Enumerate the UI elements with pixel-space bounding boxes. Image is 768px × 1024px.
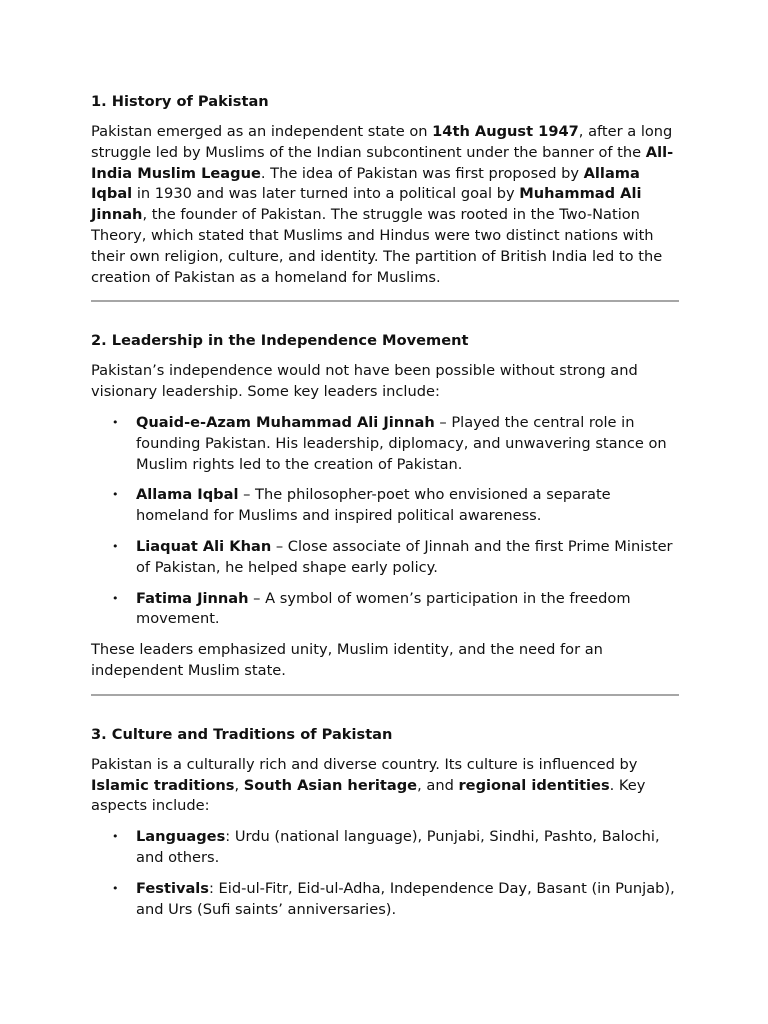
text-run: Pakistan is a culturally rich and diverse country. Its culture is influenced by: [91, 755, 638, 773]
list-item: [91, 413, 679, 475]
culture-list: [91, 827, 679, 920]
text-run: , and: [417, 776, 459, 794]
section-divider: [91, 300, 679, 302]
list-item: [91, 537, 679, 579]
bold-text: All-India Muslim League: [91, 143, 674, 182]
paragraph-culture: [91, 755, 679, 817]
list-item: [91, 879, 679, 921]
bullet-icon: •: [112, 415, 119, 429]
text-run: – The philosopher-poet who envisioned a separate homeland for Muslims and inspired political awareness.: [136, 486, 611, 525]
bold-text: Quaid-e-Azam Muhammad Ali Jinnah: [136, 413, 435, 431]
text-run: – A symbol of women’s participation in the freedom movement.: [136, 589, 631, 628]
bold-text: 14th August 1947: [432, 123, 579, 140]
paragraph-history: [91, 122, 679, 288]
paragraph-outro: These leaders emphasized unity, Muslim identity, and the need for an independent Muslim state.: [91, 641, 603, 679]
document-page: [91, 91, 679, 930]
section-leadership: [91, 330, 679, 681]
list-item: [91, 589, 679, 631]
bullet-icon: •: [112, 488, 119, 502]
text-run: , after a long struggle led by Muslims of the Indian subcontinent under the banner of the: [91, 123, 673, 161]
text-run: – Played the central role in founding Pakistan. His leadership, diplomacy, and unwavering stance on Muslim rights led to the creation of Pakistan.: [136, 413, 667, 473]
list-item: [91, 485, 679, 527]
bold-text: Festivals: [136, 879, 209, 897]
bold-text: Allama Iqbal: [91, 164, 640, 203]
text-run: ,: [234, 776, 244, 794]
bold-text: Liaquat Ali Khan: [136, 537, 272, 555]
section-divider: [91, 694, 679, 696]
bold-text: Muhammad Ali Jinnah: [91, 185, 642, 224]
bullet-icon: •: [112, 830, 119, 844]
text-run: in 1930 and was later turned into a political goal by: [132, 185, 520, 203]
section-heading: 2. Leadership in the Independence Movement: [91, 332, 469, 350]
bold-text: Allama Iqbal: [136, 486, 239, 504]
text-run: , the founder of Pakistan. The struggle was rooted in the Two-Nation Theory, which stated that Muslims and Hindus were two distinct nations with their own religion, culture, and identity. The partition of British India led to the creation of Pakistan as a homeland for Muslims.: [91, 206, 663, 286]
paragraph-intro: Pakistan’s independence would not have been possible without strong and visionary leadership. Some key leaders include:: [91, 362, 638, 401]
section-heading: 3. Culture and Traditions of Pakistan: [91, 725, 393, 743]
bold-text: Islamic traditions: [91, 776, 235, 794]
bold-text: South Asian heritage: [243, 776, 418, 794]
text-run: : Urdu (national language), Punjabi, Sindhi, Pashto, Balochi, and others.: [136, 828, 660, 866]
text-run: Pakistan emerged as an independent state on: [91, 123, 433, 140]
section-history: [91, 91, 679, 288]
text-run: . Key aspects include:: [91, 776, 646, 815]
text-run: . The idea of Pakistan was first proposed by: [260, 164, 584, 182]
bold-text: regional identities: [458, 776, 610, 794]
section-culture: [91, 724, 679, 921]
section-heading: 1. History of Pakistan: [91, 93, 269, 110]
text-run: – Close associate of Jinnah and the first Prime Minister of Pakistan, he helped shape early policy.: [136, 537, 673, 576]
bullet-icon: •: [112, 539, 119, 553]
text-run: : Eid-ul-Fitr, Eid-ul-Adha, Independence Day, Basant (in Punjab), and Urs (Sufi saints’ anniversaries).: [136, 879, 675, 918]
bullet-icon: •: [112, 881, 119, 895]
leaders-list: [91, 413, 679, 630]
bold-text: Fatima Jinnah: [136, 589, 249, 607]
bold-text: Languages: [136, 828, 226, 846]
list-item: [91, 827, 679, 869]
bullet-icon: •: [112, 591, 119, 605]
